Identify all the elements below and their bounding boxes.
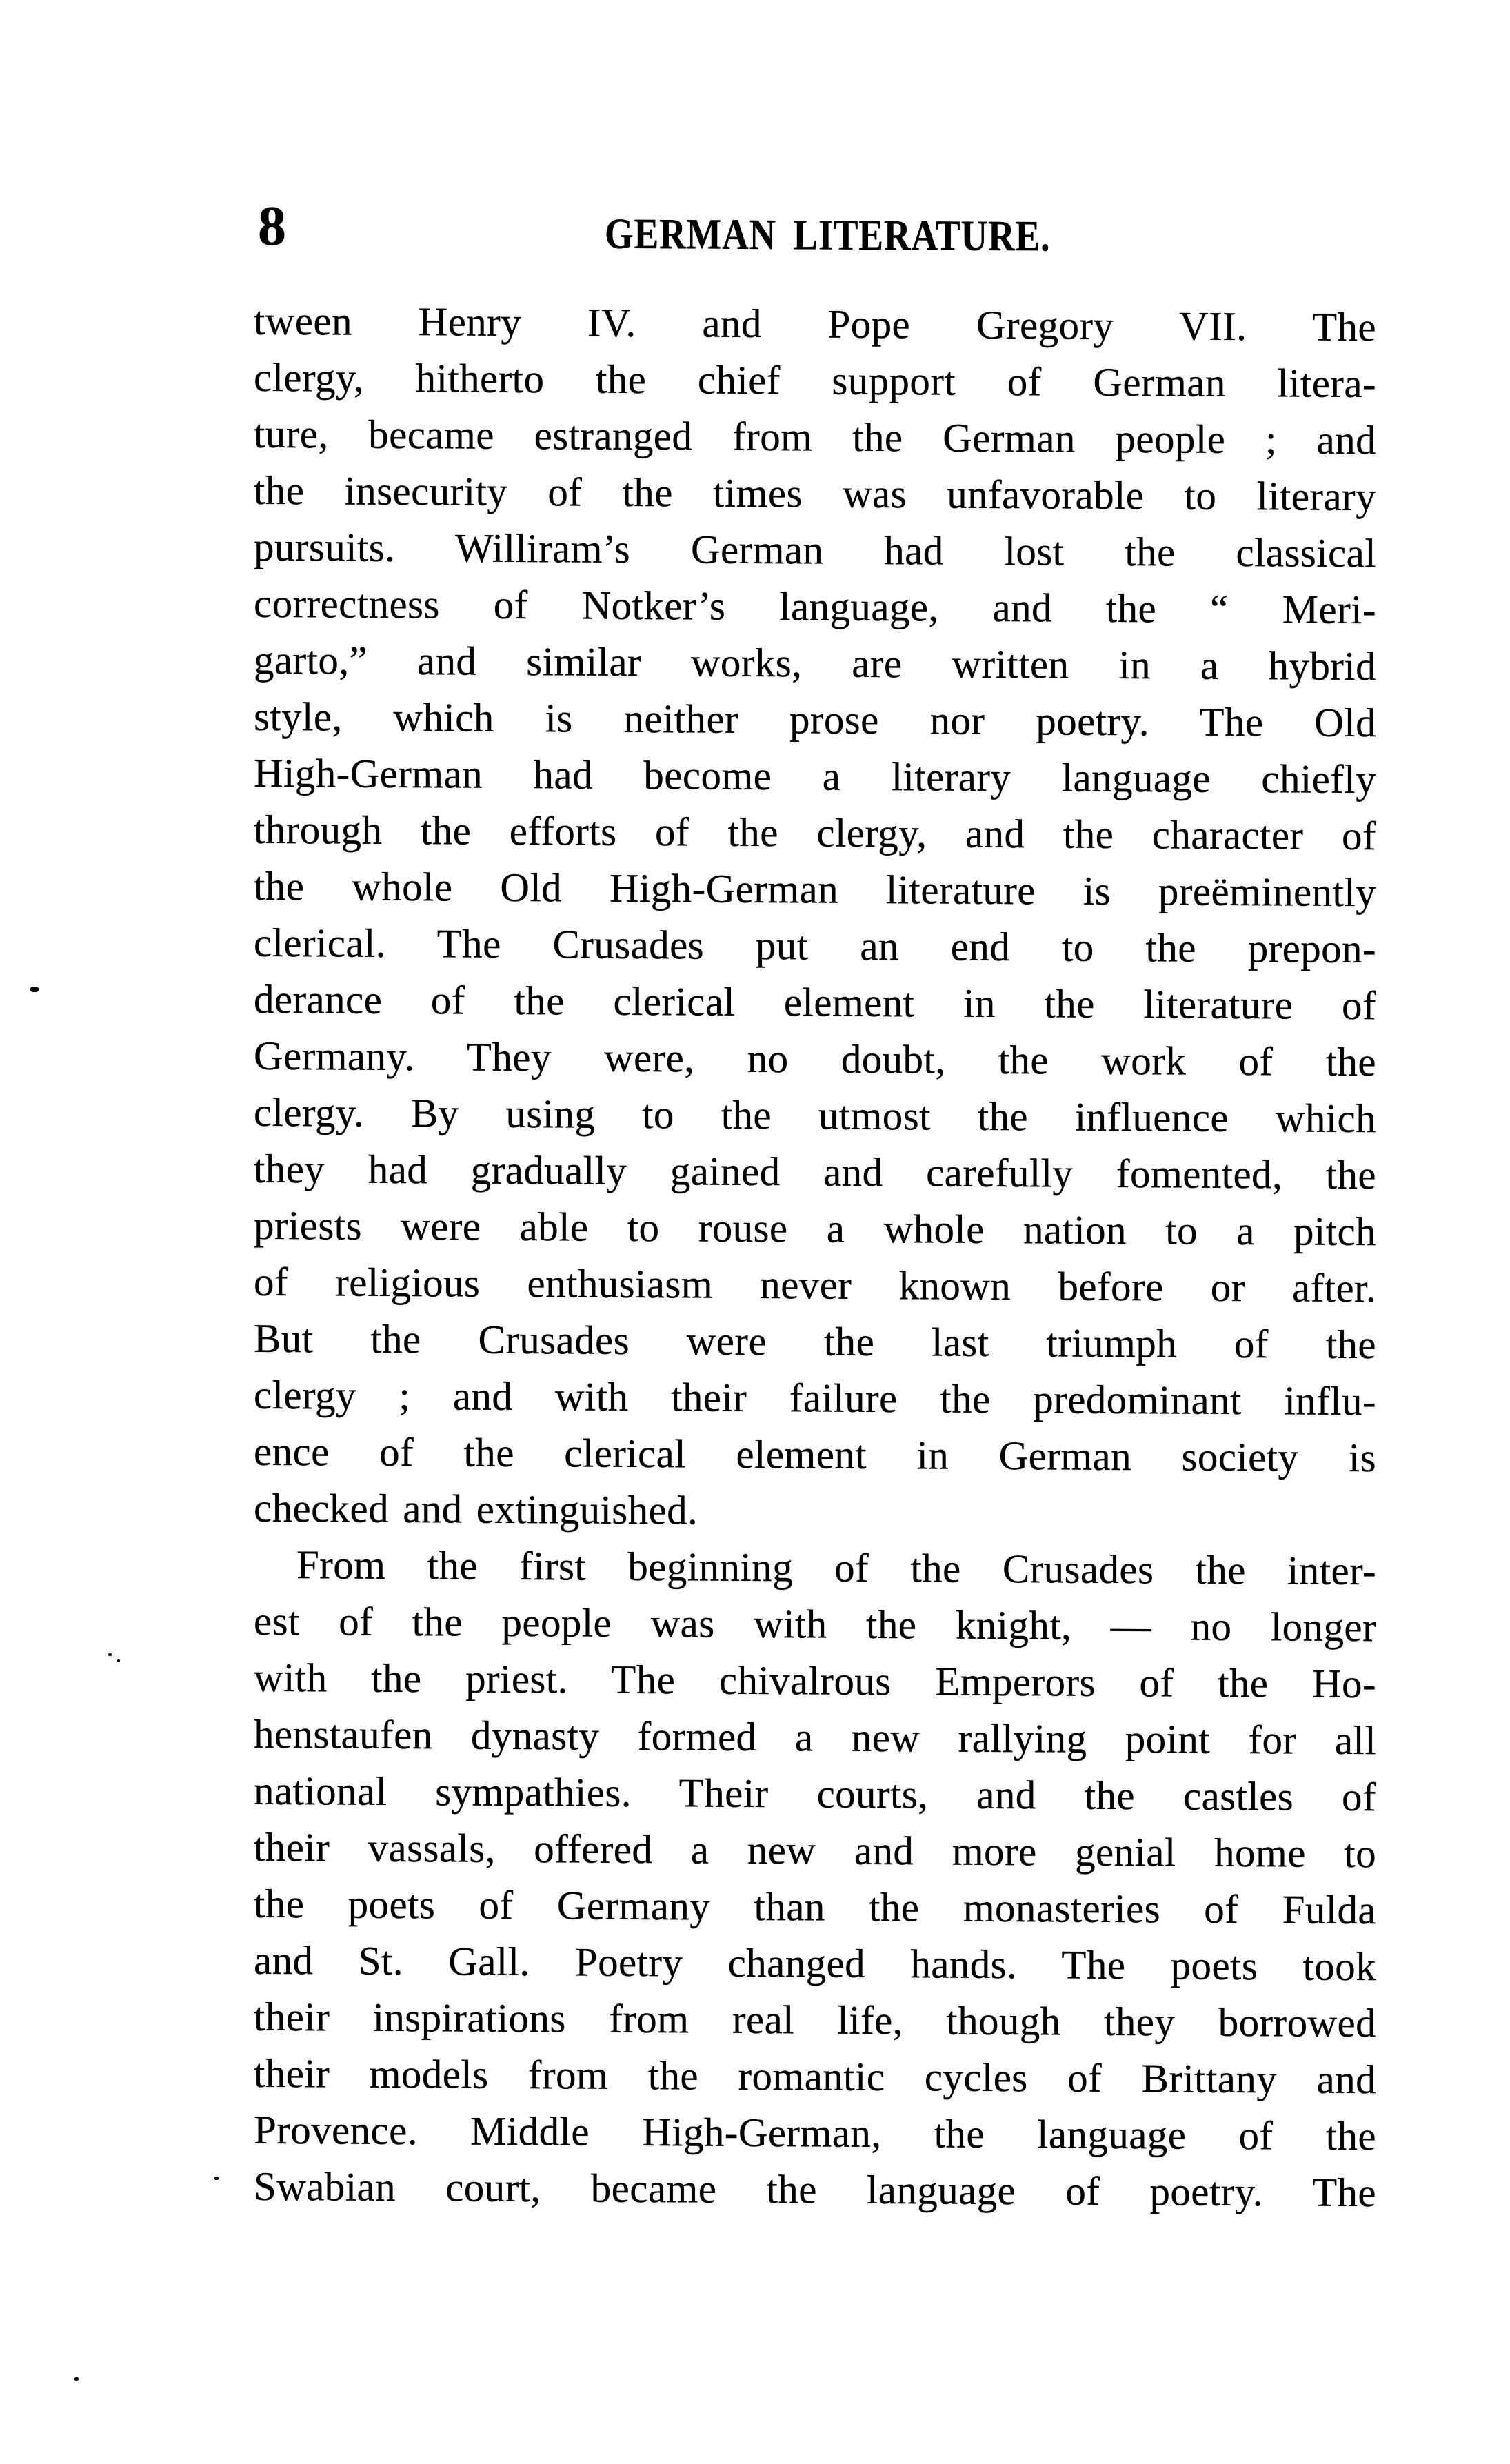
text-line: the insecurity of the times was unfavorable to literary xyxy=(254,467,1376,520)
text-line: clerical. The Crusades put an end to the prepon- xyxy=(254,919,1376,972)
text-line: henstaufen dynasty formed a new rallying point for all xyxy=(254,1710,1376,1764)
paragraph xyxy=(254,292,1376,1542)
text-line: clergy ; and with their failure the predominant influ- xyxy=(254,1371,1376,1424)
text-line: priests were able to rouse a whole nation to a pitch xyxy=(254,1202,1376,1255)
text-line: with the priest. The chivalrous Emperors of the Ho- xyxy=(254,1654,1376,1707)
text-line: derance of the clerical element in the literature of xyxy=(254,976,1376,1029)
text-line: style, which is neither prose nor poetry. The Old xyxy=(254,693,1376,746)
text-line: ture, became estranged from the German people ; and xyxy=(254,410,1376,463)
page-body xyxy=(254,292,1376,2221)
page-number: 8 xyxy=(258,194,286,258)
scan-speck xyxy=(117,1659,120,1662)
scan-speck xyxy=(74,2377,79,2381)
text-line: clergy. By using to the utmost the influence which xyxy=(254,1089,1376,1142)
text-line: of religious enthusiasm never known before or after. xyxy=(254,1258,1376,1311)
text-line: pursuits. Williram’s German had lost the classical xyxy=(254,523,1376,576)
text-line: Germany. They were, no doubt, the work of the xyxy=(254,1032,1376,1085)
text-line: Swabian court, became the language of poetry. The xyxy=(254,2163,1376,2216)
text-line: and St. Gall. Poetry changed hands. The poets took xyxy=(254,1937,1376,1990)
text-line: their vassals, offered a new and more genial home to xyxy=(254,1824,1376,1877)
text-line: the poets of Germany than the monasteries of Fulda xyxy=(254,1880,1376,1933)
text-line: From the first beginning of the Crusades the inter- xyxy=(296,1542,1376,1594)
text-line: Provence. Middle High-German, the language of the xyxy=(254,2106,1376,2159)
paragraph xyxy=(254,1536,1376,2221)
scan-speck xyxy=(30,987,39,992)
text-line: ence of the clerical element in German society is xyxy=(254,1428,1376,1481)
text-line: correctness of Notker’s language, and the “ Meri- xyxy=(254,580,1376,633)
text-line: tween Henry IV. and Pope Gregory VII. The xyxy=(254,297,1376,350)
text-line: their models from the romantic cycles of Brittany and xyxy=(254,2050,1376,2103)
text-line: through the efforts of the clergy, and the character of xyxy=(254,806,1376,859)
text-line: checked and extinguished. xyxy=(254,1484,698,1533)
running-header: GERMAN LITERATURE. xyxy=(605,209,1051,261)
text-line: garto,” and similar works, are written in a hybrid xyxy=(254,636,1376,689)
scan-speck xyxy=(108,1653,112,1656)
scan-speck xyxy=(214,2177,219,2180)
text-line: But the Crusades were the last triumph of the xyxy=(254,1315,1376,1368)
text-line: the whole Old High-German literature is preëminently xyxy=(254,862,1376,916)
text-line: est of the people was with the knight, — no longer xyxy=(254,1597,1376,1650)
text-line: they had gradually gained and carefully fomented, the xyxy=(254,1145,1376,1198)
text-line: High-German had become a literary language chiefly xyxy=(254,749,1376,802)
text-line: clergy, hitherto the chief support of German litera- xyxy=(254,354,1376,407)
text-line: national sympathies. Their courts, and the castles of xyxy=(254,1767,1376,1820)
text-line: their inspirations from real life, though they borrowed xyxy=(254,1993,1376,2046)
